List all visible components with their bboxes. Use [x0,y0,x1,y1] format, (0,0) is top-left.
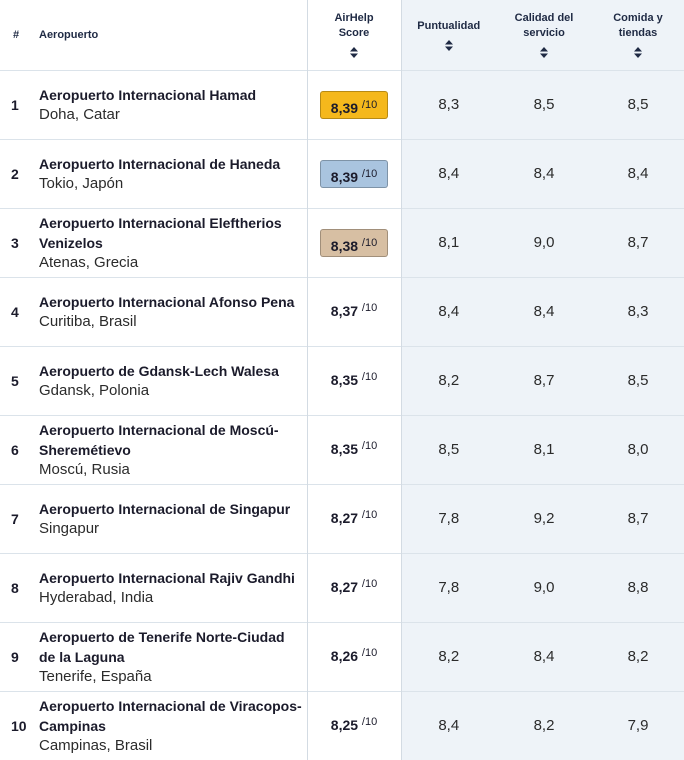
airport-location: Tenerife, España [39,667,152,685]
rank-cell: 2 [11,165,19,182]
punctuality-cell: 8,1 [401,208,496,277]
table-row [0,691,684,760]
rank-cell: 3 [11,234,19,251]
food-cell: 8,0 [592,415,684,484]
table-row [0,415,684,484]
rank-cell: 6 [11,441,19,458]
score-badge [331,717,377,733]
service-cell: 8,2 [496,691,592,760]
airport-cell [32,691,307,760]
score-value: 8,35 [330,372,359,388]
score-value: 8,39 [330,168,359,185]
rank-cell: 8 [11,579,19,596]
food-cell: 8,3 [592,277,684,346]
score-badge [331,510,377,526]
punctuality-cell: 8,2 [401,346,496,415]
score-cell [307,622,401,691]
airport-location: Moscú, Rusia [39,460,130,478]
airport-cell [32,277,307,346]
score-badge [331,648,377,664]
score-value: 8,25 [330,717,359,734]
service-cell: 8,4 [496,277,592,346]
food-cell: 8,4 [592,139,684,208]
score-value: 8,27 [330,579,359,595]
airport-location: Atenas, Grecia [39,253,139,271]
airport-cell [32,139,307,208]
food-cell: 8,2 [592,622,684,691]
service-cell: 9,0 [496,553,592,622]
food-cell: 8,5 [592,70,684,139]
food-header-label: Comida y tiendas [613,12,663,40]
service-cell: 8,4 [496,622,592,691]
airport-cell [32,415,307,484]
airport-location: Gdansk, Polonia [39,381,150,399]
airport-name[interactable]: Aeropuerto Internacional Eleftherios Venizelos [39,214,282,251]
airport-name[interactable]: Aeropuerto Internacional Afonso Pena [39,293,295,310]
score-header[interactable] [307,0,401,70]
airport-name[interactable]: Aeropuerto Internacional de Moscú-Sheremétievo [39,421,279,458]
score-suffix: /10 [361,167,378,180]
airport-location: Campinas, Brasil [39,736,153,754]
score-suffix: /10 [361,578,378,590]
airport-cell [32,346,307,415]
score-cell [307,208,401,277]
punctuality-cell: 8,2 [401,622,496,691]
score-cell [307,139,401,208]
airport-cell [32,208,307,277]
service-cell: 8,1 [496,415,592,484]
sort-icon[interactable] [634,47,642,58]
airport-header: Aeropuerto [39,28,99,41]
airport-location: Doha, Catar [39,105,120,123]
airport-name[interactable]: Aeropuerto Internacional Rajiv Gandhi [39,569,295,586]
score-value: 8,38 [330,237,359,254]
rank-cell: 4 [11,303,19,320]
service-header[interactable] [496,0,592,70]
punctuality-cell: 8,4 [401,139,496,208]
food-cell: 8,7 [592,484,684,553]
food-cell: 8,7 [592,208,684,277]
punctuality-cell: 7,8 [401,553,496,622]
airport-cell [32,553,307,622]
punctuality-cell: 8,4 [401,691,496,760]
airport-cell [32,484,307,553]
score-badge [331,441,377,457]
sort-icon[interactable] [445,40,453,51]
score-badge [331,579,377,595]
airport-name[interactable]: Aeropuerto de Tenerife Norte-Ciudad de la Laguna [39,628,285,665]
airport-name[interactable]: Aeropuerto de Gdansk-Lech Walesa [39,362,279,379]
score-badge [331,372,377,388]
score-badge [320,229,388,257]
sort-icon[interactable] [350,47,358,58]
airport-name[interactable]: Aeropuerto Internacional de Haneda [39,155,281,172]
sort-icon[interactable] [540,47,548,58]
rank-header: # [13,28,20,41]
score-badge [320,160,388,188]
score-suffix: /10 [361,440,378,452]
score-value: 8,35 [330,441,359,457]
rank-cell: 5 [11,372,19,389]
service-cell: 9,2 [496,484,592,553]
airport-name[interactable]: Aeropuerto Internacional de Viracopos-Campinas [39,697,302,734]
table-row [0,346,684,415]
airport-name[interactable]: Aeropuerto Internacional de Singapur [39,500,291,517]
airport-location: Curitiba, Brasil [39,312,137,330]
score-suffix: /10 [361,647,378,659]
score-badge [320,91,388,119]
food-cell: 8,5 [592,346,684,415]
table-row [0,622,684,691]
score-value: 8,39 [330,99,359,116]
table-row [0,484,684,553]
score-suffix: /10 [361,509,378,521]
punctuality-header[interactable] [401,0,496,70]
score-cell [307,346,401,415]
score-cell [307,277,401,346]
table-row [0,139,684,208]
table-row [0,70,684,139]
score-suffix: /10 [361,302,378,314]
score-suffix: /10 [361,371,378,383]
airport-location: Tokio, Japón [39,174,124,192]
table-row [0,277,684,346]
airport-cell [32,622,307,691]
punctuality-cell: 7,8 [401,484,496,553]
airport-location: Singapur [39,519,100,537]
score-value: 8,37 [330,303,359,319]
airport-location: Hyderabad, India [39,588,154,606]
punctuality-cell: 8,4 [401,277,496,346]
food-cell: 7,9 [592,691,684,760]
table-row [0,208,684,277]
score-cell [307,70,401,139]
score-badge [331,303,377,319]
score-value: 8,26 [330,648,359,664]
service-header-label: Calidad del servicio [514,12,574,40]
score-cell [307,691,401,760]
food-header[interactable] [592,0,684,70]
service-cell: 8,7 [496,346,592,415]
score-cell [307,553,401,622]
score-cell [307,415,401,484]
airport-name[interactable]: Aeropuerto Internacional Hamad [39,86,257,103]
score-suffix: /10 [361,236,378,249]
score-header-label: AirHelp Score [334,12,374,40]
score-suffix: /10 [361,716,378,729]
airport-cell [32,70,307,139]
table-row [0,553,684,622]
punctuality-header-label: Puntualidad [417,19,481,32]
score-suffix: /10 [361,98,378,111]
score-cell [307,484,401,553]
rank-cell: 10 [11,717,27,734]
rank-cell: 1 [11,96,19,113]
service-cell: 8,5 [496,70,592,139]
score-value: 8,27 [330,510,359,526]
punctuality-cell: 8,3 [401,70,496,139]
service-cell: 8,4 [496,139,592,208]
rank-cell: 9 [11,648,19,665]
food-cell: 8,8 [592,553,684,622]
punctuality-cell: 8,5 [401,415,496,484]
table-header-row [0,0,684,70]
service-cell: 9,0 [496,208,592,277]
rank-cell: 7 [11,510,19,527]
